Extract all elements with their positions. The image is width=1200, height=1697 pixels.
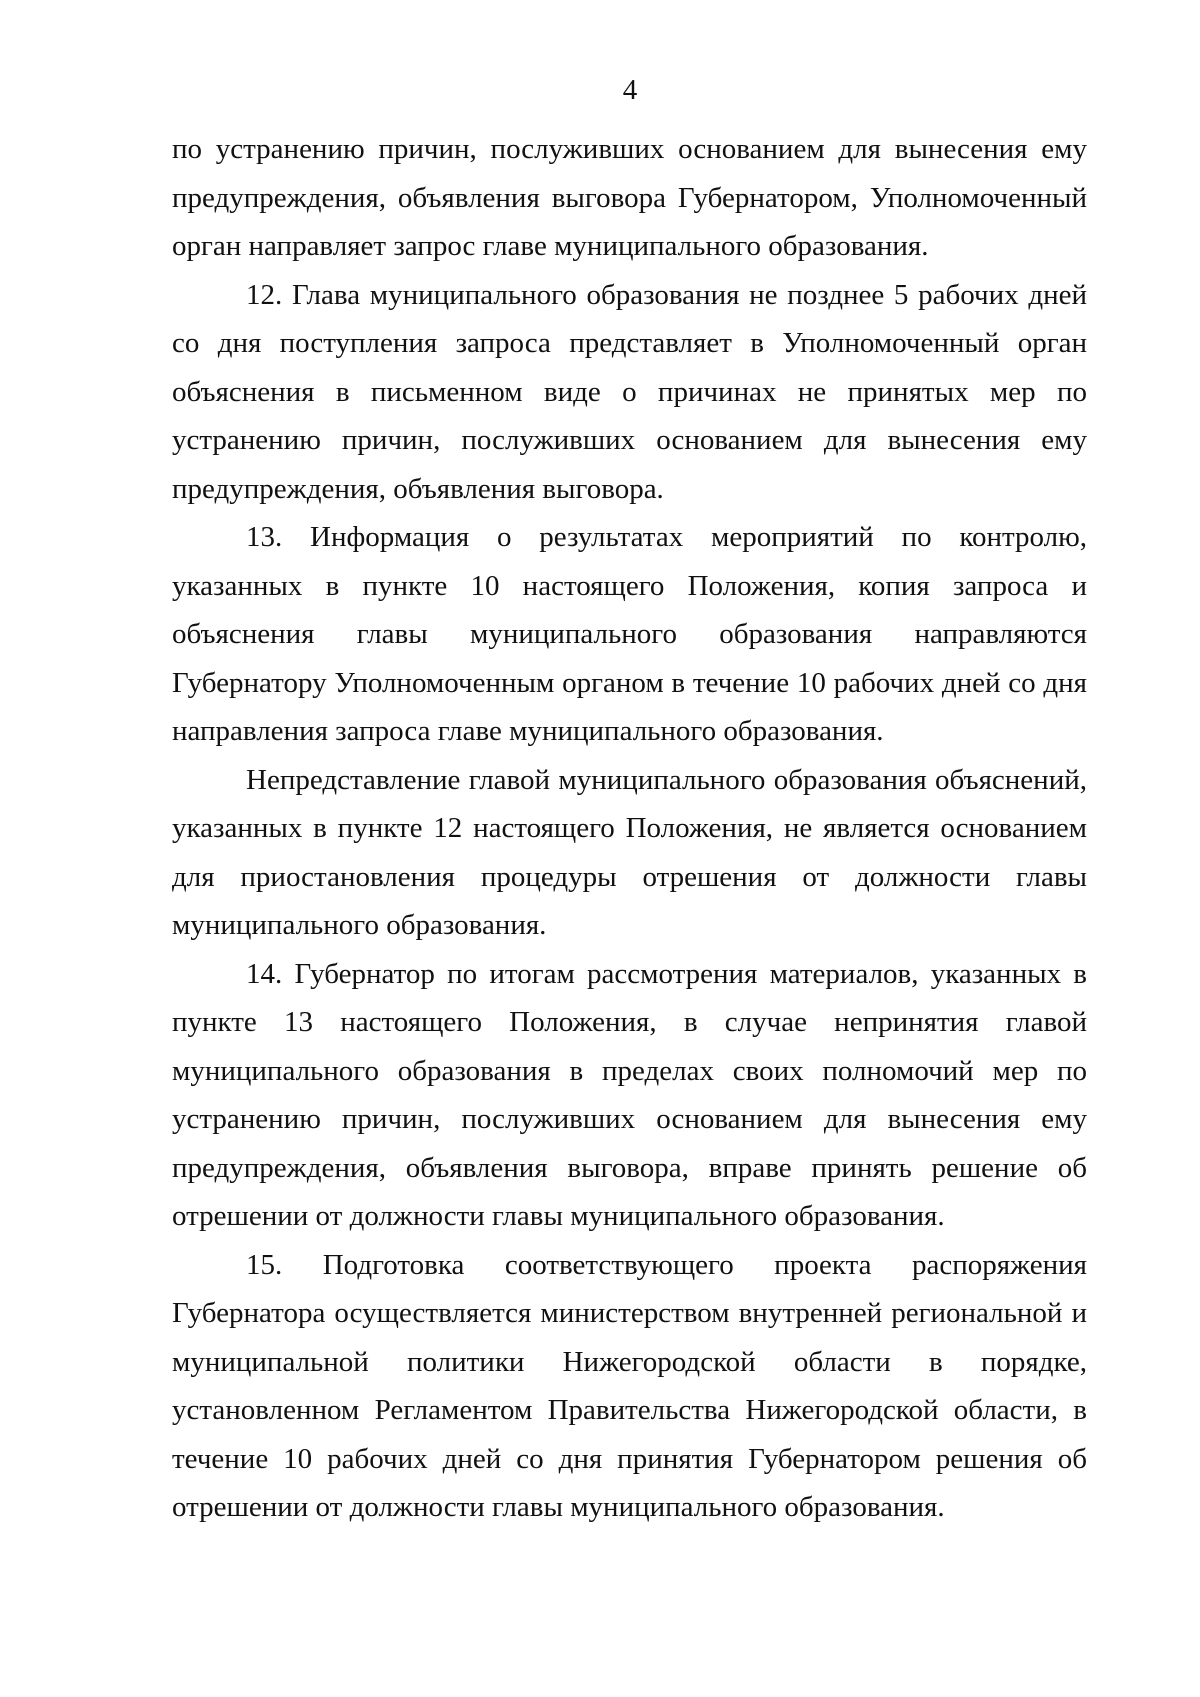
- paragraph-item-12: 12. Глава муниципального образования не позднее 5 рабочих дней со дня поступления запроса представляет в Уполномоченный орган объяснения в письменном виде о причинах не принятых мер по устранению причин, послуживших основанием для вынесения ему предупреждения, объявления выговора.: [172, 278, 1087, 505]
- page-number: 4: [622, 74, 638, 106]
- paragraph-item-13-note: Непредставление главой муниципального образования объяснений, указанных в пункте 12 настоящего Положения, не является основанием для приостановления процедуры отрешения от должности главы муниципального образования.: [172, 763, 1087, 941]
- paragraph-continuation: по устранению причин, послуживших основанием для вынесения ему предупреждения, объявления выговора Губернатором, Уполномоченный орган направляет запрос главе муниципального образования.: [172, 133, 1087, 262]
- paragraph-item-14: 14. Губернатор по итогам рассмотрения материалов, указанных в пункте 13 настоящего Положения, в случае непринятия главой муниципального образования в пределах своих полномочий мер по устранению причин, послуживших основанием для вынесения ему предупреждения, объявления выговора, вправе принять решение об отрешении от должности главы муниципального образования.: [172, 957, 1087, 1232]
- document-body: [172, 125, 1087, 1532]
- paragraph-item-13: 13. Информация о результатах мероприятий по контролю, указанных в пункте 10 настоящего Положения, копия запроса и объяснения главы муниципального образования направляются Губернатору Уполномоченным органом в течение 10 рабочих дней со дня направления запроса главе муниципального образования.: [172, 521, 1087, 747]
- paragraph-item-15: 15. Подготовка соответствующего проекта распоряжения Губернатора осуществляется министерством внутренней региональной и муниципальной политики Нижегородской области в порядке, установленном Регламентом Правительства Нижегородской области, в течение 10 рабочих дней со дня принятия Губернатором решения об отрешении от должности главы муниципального образования.: [172, 1248, 1087, 1523]
